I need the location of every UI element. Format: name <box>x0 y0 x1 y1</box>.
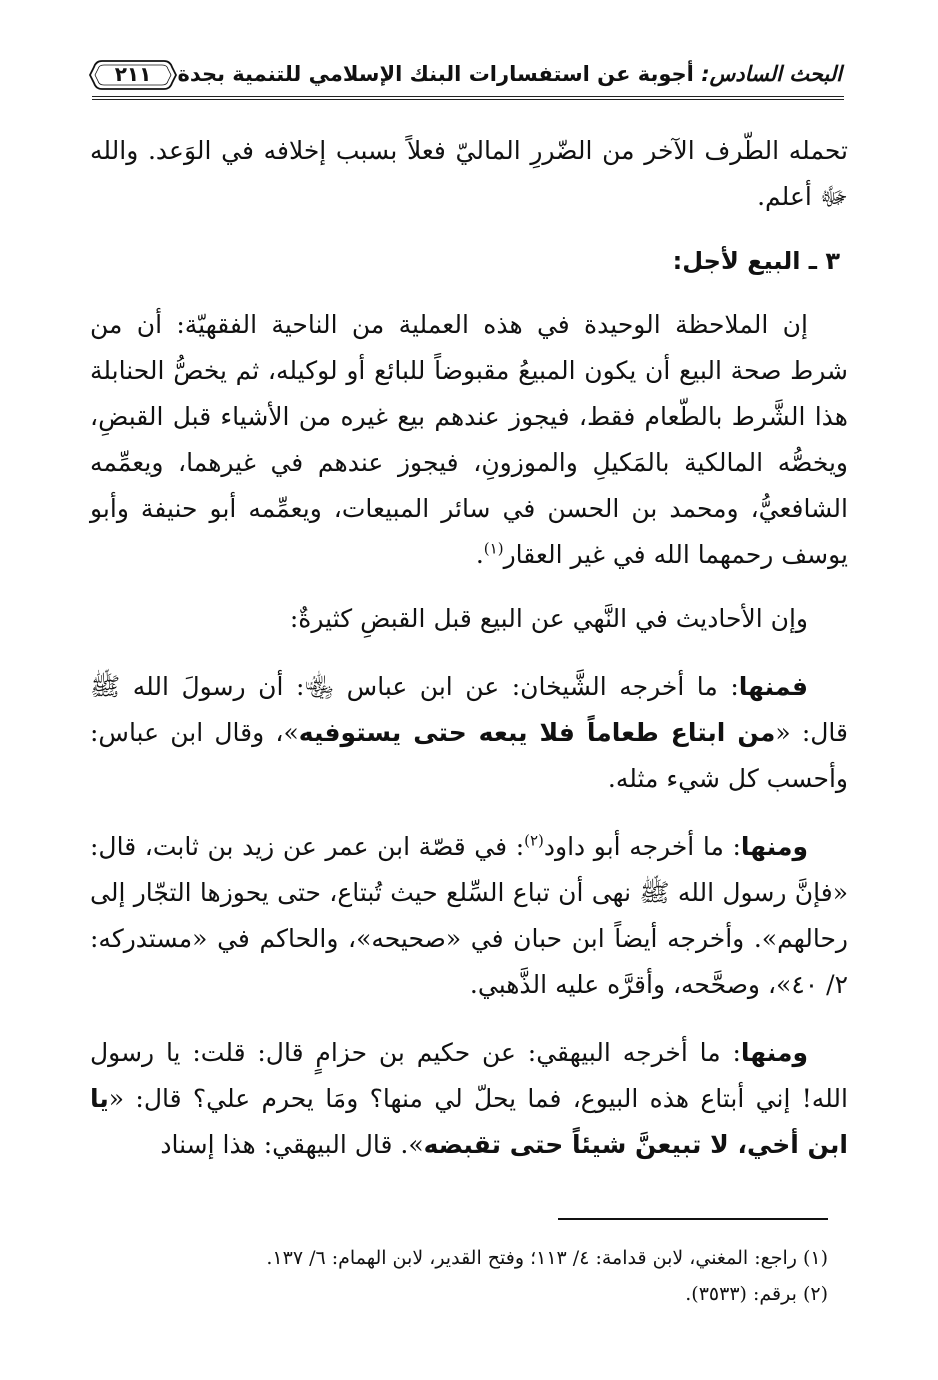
paragraph <box>90 302 848 578</box>
footnote-1: (١) راجع: المغني، لابن قدامة: ٤/ ١١٣؛ وفتح القدير، لابن الهمام: ٦/ ١٣٧. <box>266 1247 828 1269</box>
section-title: أجوبة عن استفسارات البنك الإسلامي للتنمية بجدة <box>177 62 694 86</box>
paragraph: وإن الأحاديث في النَّهي عن البيع قبل القبضِ كثيرةٌ: <box>289 604 808 633</box>
hadith-quote: يا ابن أخي، لا تبيعنَّ شيئاً حتى تقبضه <box>90 1084 848 1159</box>
paragraph <box>90 1030 848 1168</box>
paragraph-lead: ومنها <box>740 832 809 861</box>
paragraph-lead: فمنها <box>738 672 808 701</box>
main-text <box>90 128 848 1168</box>
paragraph <box>90 824 848 1008</box>
paragraph-text: : ما أخرجه أبو داود <box>543 832 741 861</box>
paragraph-text: إن الملاحظة الوحيدة في هذه العملية من الناحية الفقهيّة: أن من شرط صحة البيع أن يكون المبيعُ مقبوضاً للبائع أو لوكيله، ثم يخصُّ الحنابلة هذا الشَّرط بالطّعام فقط، فيجوز عندهم بيع غيره من الأشياء قبل القبضِ، ويخصُّه المالكية بالمَكيلِ والموزونِ، فيجوز عندهم في غيرهما، ويعمِّمه الشافعيُّ، ومحمد بن الحسن في سائر المبيعات، ويعمِّمه أبو حنيفة وأبو يوسف رحمهما الله في غير العقار <box>90 310 848 569</box>
page-number: ٢١١ <box>114 62 152 86</box>
section-heading: ٣ ـ البيع لأجل: <box>672 247 840 275</box>
hadith-quote: من ابتاع طعاماً فلا يبعه حتى يستوفيه <box>298 718 776 747</box>
paragraph-text: : في قصّة ابن عمر عن زيد بن ثابت، قال: «فإنَّ رسول الله ﷺ نهى أن تباع السِّلع حيث تُبتاع، حتى يحوزها التجّار إلى رحالهم». وأخرجه أيضاً ابن حبان في «صحيحه»، والحاكم في «مستدركه: ٢/ ٤٠»، وصحَّحه، وأقرَّه عليه الذَّهبي. <box>90 832 848 999</box>
paragraph: تحمله الطّرف الآخر من الضّررِ الماليّ فعلاً بسبب إخلافه في الوَعد. والله ﷻ أعلم. <box>90 136 848 211</box>
running-title <box>177 62 842 86</box>
section-label: البحث السادس: <box>701 62 842 86</box>
paragraph-text: : ما أخرجه الشَّيخان: عن ابن عباس ﵄: أن رسولَ الله ﷺ قال: « <box>90 672 848 747</box>
paragraph-text: ». قال البيهقي: هذا إسناد <box>160 1130 424 1159</box>
footnote-separator <box>558 1218 828 1220</box>
header-rule <box>92 96 844 100</box>
running-header <box>88 56 842 100</box>
footnote-2: (٢) برقم: (٣٥٣٣). <box>685 1283 828 1305</box>
page-number-frame <box>88 58 178 92</box>
footnote-marker: (١) <box>483 539 504 558</box>
paragraph-end: . <box>475 540 484 569</box>
footnote-marker: (٢) <box>524 831 544 850</box>
paragraph-text: : ما أخرجه البيهقي: عن حكيم بن حزامٍ قال: قلت: يا رسول الله! إني أبتاع هذه البيوع، فما يحلّ لي منها؟ ومَا يحرم علي؟ قال: « <box>90 1038 848 1113</box>
paragraph-text: »، وقال ابن عباس: وأحسب كل شيء مثله. <box>90 718 848 793</box>
paragraph-lead: ومنها <box>740 1038 808 1067</box>
footnotes <box>110 1240 828 1312</box>
paragraph <box>90 664 848 802</box>
